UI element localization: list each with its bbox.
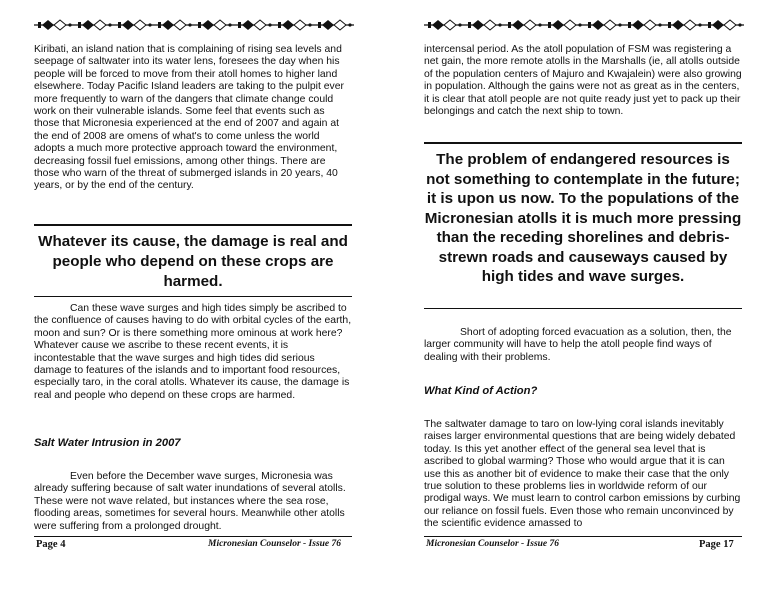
body-paragraph: The saltwater damage to taro on low-lying coral islands inevitably raises larger environmental questions that are being widely debated today. Is this yet another effect of the general sea level that is ascribed to global warming? Those who would argue that it is can use this as another bit of evidence to make their case that the only true solution to these problems lies in worldwide reform of our prodigal ways. We must learn to control carbon emissions by curbing our reliance on fossil fuels. Even those who remain unconvinced by the scientific evidence amassed to xyxy=(424,419,741,530)
divider xyxy=(424,308,742,309)
decorative-border-icon xyxy=(424,18,744,32)
body-paragraph: Can these wave surges and high tides simply be ascribed to the confluence of causes having to do with orbital cycles of the earth, moon and sun? Or is there something more ominous at work here? Whatever cause we ascribe to these recent events, it is incontestable that the wave surges and high tides did serious damage to features of the islands and to important food resources, especially taro, in the coral atolls. Whatever its cause, the damage is real and people who depend on these crops are harmed. xyxy=(34,303,352,401)
body-paragraph: Even before the December wave surges, Micronesia was already suffering because of salt water inundations of several atolls. These were not wave related, but instances where the sea rose, flooding areas, sometimes for several hours. Meanwhile other atolls were suffering from a prolonged drought. xyxy=(34,471,346,532)
divider xyxy=(424,142,742,144)
decorative-border-icon xyxy=(34,18,354,32)
section-heading: Salt Water Intrusion in 2007 xyxy=(34,437,181,449)
page-number: Page 17 xyxy=(699,539,734,550)
pull-quote: The problem of endangered resources is not something to contemplate in the future; it is upon us now. To the populations of the Micronesian atolls it is much more pressing than the receding shorelines and debris-strewn roads and causeways caused by high tides and wave surges. xyxy=(424,151,742,285)
section-heading: What Kind of Action? xyxy=(424,385,538,397)
running-footer: Micronesian Counselor - Issue 76 xyxy=(208,539,342,549)
body-paragraph: Kiribati, an island nation that is complaining of rising sea levels and seepage of saltwater into its water lens, foresees the day when his people will be forced to move from their atoll homes to higher land elsewhere. Today Pacific Island leaders are taking to the pulpit ever more frequently to warn of the dangers that climate change could work on their vulnerable islands. Some feel that events such as those that Micronesia experienced at the end of 2007 and again at the end of 2008 are omens of what's to come unless the world adopts a much more protective approach toward the environment, decreasing fossil fuel emissions, among other things. There are those who warn of the threat of submerged islands in 20 years, 40 years, or by the end of the century. xyxy=(34,44,344,192)
right-page xyxy=(388,0,776,600)
pull-quote: Whatever its cause, the damage is real and people who depend on these crops are harmed. xyxy=(38,233,348,290)
footer-rule xyxy=(34,536,352,537)
body-paragraph: Short of adopting forced evacuation as a solution, then, the larger community will have to help the atoll people find ways of dealing with their problems. xyxy=(424,327,732,363)
page-number: Page 4 xyxy=(36,539,66,550)
footer-rule xyxy=(424,536,742,537)
body-paragraph: intercensal period. As the atoll population of FSM was registering a net gain, the more remote atolls in the Marshalls (ie, all atolls outside of the population centers of Majuro and Kwajalein) were also growing in population. Although the gains were not as great as in the centers, it is clear that atoll people are not quite ready just yet to pack up their belongings and catch the next ship to town. xyxy=(424,44,742,118)
running-footer: Micronesian Counselor - Issue 76 xyxy=(426,539,560,549)
divider xyxy=(34,296,352,297)
divider xyxy=(34,224,352,226)
